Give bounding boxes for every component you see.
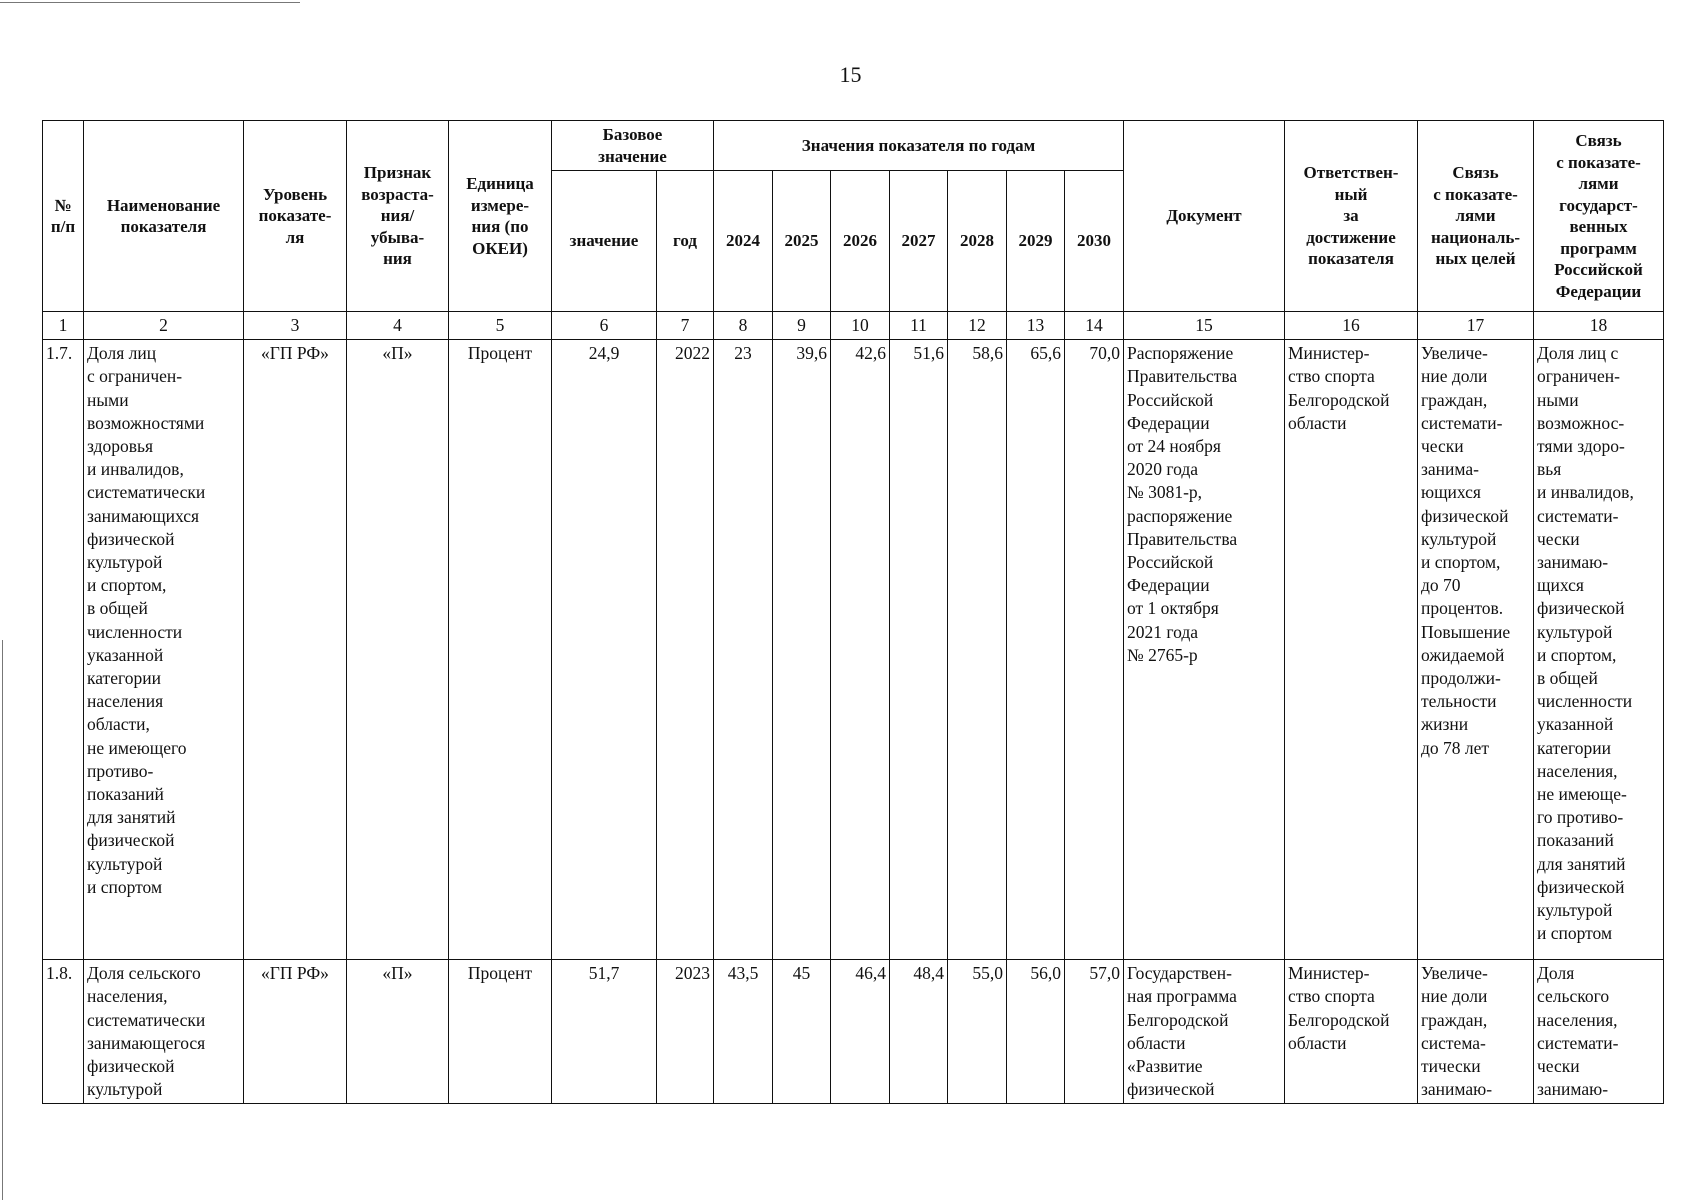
column-number: 10 (831, 312, 890, 340)
row-unit: Процент (449, 340, 552, 960)
row-value-2027: 51,6 (890, 340, 948, 960)
row-state-programs: Доля сельского населения, системати- чески занимаю- (1534, 960, 1664, 1104)
header-base-value: значение (552, 171, 657, 312)
row-level: «ГП РФ» (244, 960, 347, 1104)
column-number: 15 (1124, 312, 1285, 340)
header-year-2027: 2027 (890, 171, 948, 312)
row-value-2028: 58,6 (948, 340, 1007, 960)
scan-edge-left (2, 640, 3, 1200)
header-base-year: год (657, 171, 714, 312)
column-number: 14 (1065, 312, 1124, 340)
header-year-2030: 2030 (1065, 171, 1124, 312)
header-document: Документ (1124, 121, 1285, 312)
header-trend: Признак возраста- ния/ убыва- ния (347, 121, 449, 312)
header-year-2024: 2024 (714, 171, 773, 312)
row-value-2024: 43,5 (714, 960, 773, 1104)
column-number: 6 (552, 312, 657, 340)
header-name: Наименование показателя (84, 121, 244, 312)
row-unit: Процент (449, 960, 552, 1104)
row-responsible: Министер- ство спорта Белгородской области (1285, 960, 1418, 1104)
column-number: 1 (43, 312, 84, 340)
row-indicator-name: Доля сельского населения, систематически занимающегося физической культурой (84, 960, 244, 1104)
row-value-2030: 57,0 (1065, 960, 1124, 1104)
row-base-year: 2022 (657, 340, 714, 960)
row-trend: «П» (347, 340, 449, 960)
row-value-2026: 46,4 (831, 960, 890, 1104)
column-number: 12 (948, 312, 1007, 340)
header-num: № п/п (43, 121, 84, 312)
column-number: 7 (657, 312, 714, 340)
header-year-2026: 2026 (831, 171, 890, 312)
column-number: 13 (1007, 312, 1065, 340)
row-base-value: 24,9 (552, 340, 657, 960)
column-number: 17 (1418, 312, 1534, 340)
header-national-goals: Связь с показате- лями националь- ных целей (1418, 121, 1534, 312)
indicators-table (42, 120, 1664, 1104)
column-number: 11 (890, 312, 948, 340)
row-trend: «П» (347, 960, 449, 1104)
header-level: Уровень показате- ля (244, 121, 347, 312)
row-national-goals: Увеличе- ние доли граждан, система- тически занимаю- (1418, 960, 1534, 1104)
row-value-2027: 48,4 (890, 960, 948, 1104)
header-years-group: Значения показателя по годам (714, 121, 1124, 171)
column-numbers-row (43, 312, 1664, 340)
header-year-2025: 2025 (773, 171, 831, 312)
header-row-1 (43, 121, 1664, 171)
row-value-2028: 55,0 (948, 960, 1007, 1104)
row-value-2024: 23 (714, 340, 773, 960)
column-number: 9 (773, 312, 831, 340)
row-state-programs: Доля лиц с ограничен- ными возможнос- тями здоро- вья и инвалидов, системати- чески занимаю- щихся физической культурой и спортом, в общей численности указанной категории населения, не имеюще- го противо- показаний для занятий физической культурой и спортом (1534, 340, 1664, 960)
row-level: «ГП РФ» (244, 340, 347, 960)
header-year-2029: 2029 (1007, 171, 1065, 312)
column-number: 2 (84, 312, 244, 340)
row-document: Распоряжение Правительства Российской Федерации от 24 ноября 2020 года № 3081-р, распоряжение Правительства Российской Федерации от 1 октября 2021 года № 2765-р (1124, 340, 1285, 960)
row-value-2029: 65,6 (1007, 340, 1065, 960)
row-value-2030: 70,0 (1065, 340, 1124, 960)
page-number: 15 (839, 62, 862, 87)
row-indicator-name: Доля лиц с ограничен- ными возможностями здоровья и инвалидов, систематически занимающихся физической культурой и спортом, в общей численности указанной категории населения области, не имеющего противо- показаний для занятий физической культурой и спортом (84, 340, 244, 960)
row-responsible: Министер- ство спорта Белгородской области (1285, 340, 1418, 960)
row-document: Государствен- ная программа Белгородской области «Развитие физической (1124, 960, 1285, 1104)
column-number: 8 (714, 312, 773, 340)
header-year-2028: 2028 (948, 171, 1007, 312)
column-number: 3 (244, 312, 347, 340)
header-responsible: Ответствен- ный за достижение показателя (1285, 121, 1418, 312)
row-base-value: 51,7 (552, 960, 657, 1104)
scan-edge-top (0, 2, 300, 3)
column-number: 5 (449, 312, 552, 340)
column-number: 16 (1285, 312, 1418, 340)
row-value-2025: 45 (773, 960, 831, 1104)
row-national-goals: Увеличе- ние доли граждан, системати- чески занима- ющихся физической культурой и спортом, до 70 процентов. Повышение ожидаемой продолжи- тельности жизни до 78 лет (1418, 340, 1534, 960)
table-row (43, 340, 1664, 960)
row-num: 1.8. (43, 960, 84, 1104)
column-number: 4 (347, 312, 449, 340)
row-value-2029: 56,0 (1007, 960, 1065, 1104)
header-unit: Единица измере- ния (по ОКЕИ) (449, 121, 552, 312)
header-state-programs: Связь с показате- лями государст- венных программ Российской Федерации (1534, 121, 1664, 312)
row-num: 1.7. (43, 340, 84, 960)
row-value-2026: 42,6 (831, 340, 890, 960)
table-row (43, 960, 1664, 1104)
column-number: 18 (1534, 312, 1664, 340)
row-value-2025: 39,6 (773, 340, 831, 960)
row-base-year: 2023 (657, 960, 714, 1104)
header-base-group: Базовое значение (552, 121, 714, 171)
